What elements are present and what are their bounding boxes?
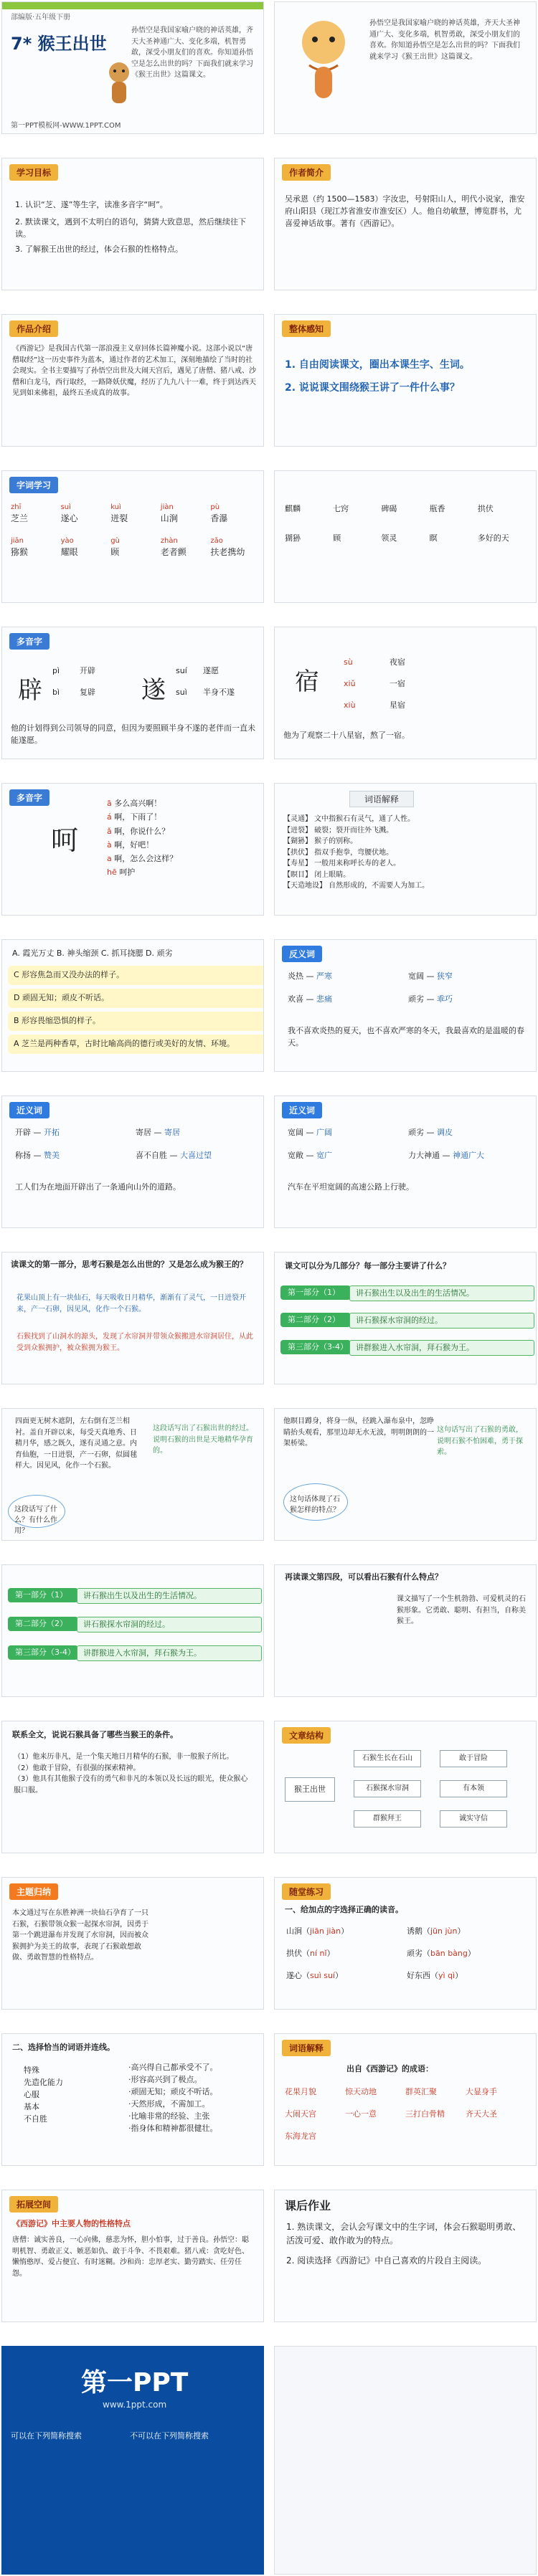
- ant-pair: 开辟 — 开拓: [15, 1128, 60, 1137]
- vocab-item: 【迸裂】 破裂；裂开而往外飞溅。: [283, 826, 394, 835]
- poly2-b-word: 半身不遂: [203, 688, 235, 697]
- goals-slide: [1, 158, 264, 290]
- ant-pair: 称扬 — 赞美: [15, 1151, 60, 1160]
- match-left-item: 特殊: [24, 2066, 39, 2075]
- word-right-item: 顾: [333, 533, 341, 543]
- idiom-item: 东海龙宫: [285, 2131, 316, 2142]
- antonyms-right-slide: [274, 1095, 537, 1228]
- work-tag: 作品介绍: [9, 320, 58, 337]
- structure-part-label: 第一部分（1）: [280, 1285, 351, 1300]
- review-list: [14, 1752, 250, 1796]
- word-right-item: 拱伏: [477, 504, 494, 513]
- birth-slide: [1, 1408, 264, 1541]
- he-char: 呵: [51, 824, 79, 856]
- vocab-item: 【拱伏】 指双手抱拳，弯腰伏地。: [283, 848, 394, 857]
- goal-2: 2. 默读课文，遇到不太明白的语句，猜猜大致意思，然后继续往下读。: [15, 217, 246, 239]
- vocab-item: 【灵通】 文中指猴石有灵气，通了人性。: [283, 815, 415, 823]
- structure-q: 课文可以分为几部分？每一部分主要讲了什么？: [285, 1261, 450, 1270]
- practice-grid: [286, 1925, 527, 1982]
- structure-part-text: 讲石猴探水帘洞的经过。: [349, 1313, 534, 1329]
- word-card: jiān 猕猴: [11, 536, 29, 557]
- match-left-item: 先造化能力: [24, 2078, 63, 2088]
- vocab-list: [283, 814, 527, 892]
- ant-pair: 喜不自胜 — 大喜过望: [136, 1151, 212, 1160]
- diagram-node: 石猴探水帘洞: [354, 1780, 421, 1797]
- idiom-item: 大闹天宫: [285, 2109, 316, 2119]
- words-slide: [1, 470, 264, 603]
- he-item: à 啊，好吧！: [107, 840, 154, 850]
- he-item: hē 呵护: [107, 868, 136, 878]
- ant-pair: 寄居 — 寄居: [136, 1128, 180, 1137]
- exercise-slide: [1, 939, 264, 1072]
- match-right-list: [128, 2061, 250, 2134]
- poly-char-3: 宿: [295, 667, 319, 696]
- ant-pair-2: 宽阔 — 广阔: [288, 1128, 332, 1137]
- idioms-grid: [285, 2086, 526, 2142]
- he-list: [107, 797, 243, 880]
- footer-right-panel: [274, 2346, 537, 2575]
- antonyms-tag: 近义词: [9, 1102, 49, 1118]
- match-left-item: 不自胜: [24, 2114, 47, 2124]
- words-right-slide: [274, 470, 537, 603]
- diagram-center: 猴王出世: [285, 1777, 335, 1802]
- word-card: gù 顾: [110, 536, 120, 557]
- poly2-a-py: suí: [176, 666, 187, 675]
- word-right-item: 猢狲: [285, 533, 301, 543]
- match-left-item: 基本: [24, 2102, 39, 2112]
- goals-tag: 学习目标: [9, 164, 58, 181]
- idiom-item: 一心一意: [345, 2109, 377, 2119]
- structure-diagram-slide: [274, 1721, 537, 1853]
- syn-pair: 宽阔 — 狭窄: [408, 971, 453, 981]
- footer-logo: 第一PPT: [81, 2368, 189, 2397]
- he-tag: 多音字: [9, 789, 49, 806]
- vocab-item: 【瞑目】 闭上眼睛。: [283, 870, 351, 879]
- match-left-item: 心服: [24, 2090, 39, 2100]
- practice-item: 遂心（suì suí）: [286, 1971, 344, 1981]
- overall-q1: 1. 自由阅读课文，圈出本课生字、生词。: [285, 359, 470, 371]
- idioms-slide: [274, 2033, 537, 2166]
- cover-right-slide: [274, 1, 537, 134]
- words-right-grid: [285, 503, 526, 544]
- practice-item: 拱伏（ní nǐ）: [286, 1949, 335, 1959]
- poly3-b-py: xiǔ: [344, 679, 356, 688]
- site-label: 第一PPT模板网-WWW.1PPT.COM: [11, 122, 121, 130]
- poly-sentence-2: 他为了观察二十八星宿，熬了一宿。: [283, 731, 410, 740]
- theme-text: 本文通过写在东胜神洲一块仙石孕育了一只石猴，石猴带领众猴一起探水帘洞，因勇于第一个跳进瀑布并发现了水帘洞，因而被众猴拥护为美王的故事，表现了石猴敢想敢做、勇敢智慧的性格特点。: [12, 1909, 148, 1962]
- group-answer: 课文描写了一个生机勃勃、可爱机灵的石猴形象。它勇敢、聪明、有担当，自称美猴王。: [397, 1595, 526, 1625]
- brave-hint: 这句话体现了石猴怎样的特点？: [283, 1483, 348, 1521]
- poly-slide-1: [1, 627, 264, 759]
- he-item: á 啊，下雨了！: [107, 812, 162, 822]
- expand-text: 唐僧：诚实善良，一心向佛，慈悲为怀，胆小怕事，过于善良。孙悟空：聪明机智、勇敢正义、嫉恶如仇、敢于斗争、不畏艰难。猪八戒：贪吃好色、懒惰憨厚、爱占便宜、有时迷糊。沙和尚：忠厚老实、勤劳踏实、任劳任怨。: [12, 2236, 249, 2278]
- poly-char-2: 遂: [141, 676, 166, 705]
- author-tag: 作者简介: [282, 164, 331, 181]
- practice-item: 好东西（yì qì）: [407, 1971, 463, 1981]
- idiom-item: 群英汇聚: [405, 2087, 437, 2096]
- ant-sentence: 工人们为在地面开辟出了一条通向山外的道路。: [15, 1182, 181, 1192]
- match-right-item: ·顽固无知；顽皮不听话。: [128, 2087, 218, 2097]
- poly-a-py: pì: [52, 666, 60, 675]
- theme-slide: [1, 1877, 264, 2010]
- synonyms-tag: 反义词: [282, 946, 322, 962]
- exercise-options: A. 霞光万丈 B. 神头缩颈 C. 抓耳挠腮 D. 顽劣: [12, 949, 173, 958]
- vocab-item: 【天造地设】 自然形成的，不需要人为加工。: [283, 882, 430, 890]
- intro-copy: 孙悟空是我国家喻户晓的神话英雄，齐天大圣神通广大、变化多端，机智勇敢，深受小朋友们的喜欢。你知道孙悟空是怎么出世的吗？下面我们就来学习《猴王出世》这篇课文。: [369, 19, 520, 61]
- poly3-a-py: sù: [344, 657, 353, 667]
- vocab-item: 【猢狲】 猴子的别称。: [283, 837, 358, 845]
- idioms-tag: 词语解释: [282, 2040, 331, 2056]
- goal-3: 3. 了解猴王出世的经过，体会石猴的性格特点。: [15, 244, 183, 254]
- exercise-choice: D 顽固无知；顽皮不听话。: [8, 989, 264, 1008]
- diagram-node: 群猴拜王: [354, 1810, 421, 1828]
- word-card: suì 遂心: [60, 503, 78, 523]
- ant-sentence-2: 汽车在平坦宽阔的高速公路上行驶。: [288, 1182, 414, 1192]
- structure-repeat-slide: [1, 1564, 264, 1697]
- match-right-item: ·比喻非常的经验、主张: [128, 2111, 210, 2121]
- idiom-item: 大显身手: [466, 2087, 497, 2096]
- vocab-title: 词语解释: [349, 791, 414, 807]
- practice-item: 山涧（jiān jiàn）: [286, 1926, 349, 1936]
- word-card: jiàn 山涧: [160, 503, 178, 523]
- overall-slide: [274, 314, 537, 447]
- poly-b-word: 复辟: [80, 688, 95, 697]
- exercise-choice: A 芝兰是两种香草，古时比喻高尚的德行或美好的友情、环境。: [8, 1035, 264, 1054]
- birth-text: 四面更无树木遮阴，左右倒有芝兰相衬。盖自开辟以来，每受天真地秀、日精月华，感之既久，遂有灵通之意。内育仙胞，一日迸裂，产一石卵，似圆毬样大。因见风，化作一个石猴。: [15, 1417, 137, 1470]
- group-q: 再读课文第四段，可以看出石猴有什么特点？: [285, 1572, 443, 1582]
- syn-sentence: 我不喜欢炎热的夏天，也不喜欢严寒的冬天，我最喜欢的是温暖的春天。: [288, 1026, 524, 1048]
- ant-pair-2: 顽劣 — 调皮: [408, 1128, 453, 1137]
- overall-tag: 整体感知: [282, 320, 331, 337]
- he-item: ǎ 啊，你说什么？: [107, 826, 170, 836]
- structure-repeat-text: 讲石猴探水帘洞的经过。: [77, 1617, 262, 1632]
- review-item: （3）他具有其他猴子没有的勇气和非凡的本领以及长远的眼光，使众猴心服口服。: [14, 1775, 248, 1795]
- practice-q: 一、给加点的字选择正确的读音。: [285, 1905, 403, 1914]
- antonyms-right-tag: 近义词: [282, 1102, 322, 1118]
- homework-slide: [274, 2190, 537, 2322]
- syn-pair: 炎热 — 严寒: [288, 971, 332, 981]
- idiom-item: 惊天动地: [345, 2087, 377, 2096]
- footer-url: www.1ppt.com: [103, 2400, 167, 2410]
- synonyms-slide: [274, 939, 537, 1072]
- he-item: ā 多么高兴啊！: [107, 799, 162, 808]
- diagram-leaf: 有本领: [440, 1780, 507, 1797]
- grade-label: 部编版·五年级下册: [11, 14, 71, 22]
- word-card-grid: [11, 503, 255, 559]
- syn-pair: 欢喜 — 悲痛: [288, 994, 332, 1004]
- brave-answer: 这句话写出了石猴的勇敢，说明石猴不怕困难，勇于探索。: [437, 1426, 523, 1456]
- ant-pair-2: 宽敞 — 宽广: [288, 1151, 332, 1160]
- expand-tag: 拓展空间: [9, 2196, 58, 2213]
- poly-sentence: 他的计划得到公司领导的同意，但因为要照顾半身不遂的老伴而一直未能遂愿。: [11, 723, 255, 746]
- poly3-c-py: xiù: [344, 700, 356, 710]
- homework-item: 2. 阅读选择《西游记》中自己喜欢的片段自主阅读。: [286, 2256, 487, 2266]
- structure-part-label: 第三部分（3-4）: [280, 1340, 351, 1354]
- monkey-icon: [99, 58, 138, 108]
- structure-repeat-label: 第二部分（2）: [8, 1617, 78, 1631]
- word-card: zhī 芝兰: [11, 503, 29, 523]
- word-card: zhàn 老者颤: [160, 536, 187, 557]
- antonyms-slide: [1, 1095, 264, 1228]
- structure-part-label: 第二部分（2）: [280, 1313, 351, 1327]
- theme-tag: 主题归纳: [9, 1883, 58, 1900]
- practice-item: 诱鹅（jūn jùn）: [407, 1926, 466, 1936]
- cover-slide: [1, 1, 264, 134]
- diagram-node: 石猴生长在石山: [354, 1750, 421, 1767]
- poly3-b-word: 一宿: [390, 679, 405, 688]
- poly-a-word: 开辟: [80, 666, 95, 675]
- match-right-item: ·高兴得自己都承受不了。: [128, 2063, 218, 2072]
- lesson-title: 7* 猴王出世: [11, 34, 107, 54]
- match-right-item: ·形容高兴到了极点。: [128, 2075, 202, 2085]
- reading-a2: 石猴找到了山洞水的源头，发现了水帘洞并带领众猴搬进水帘洞居住，从此受到众猴拥护，被众猴拥为猴王。: [16, 1333, 253, 1352]
- structure-diagram-tag: 文章结构: [282, 1727, 331, 1744]
- poly2-b-py: suì: [176, 688, 187, 697]
- idiom-item: 齐天大圣: [466, 2109, 497, 2119]
- structure-repeat-text: 讲群猴进入水帘洞，拜石猴为王。: [77, 1645, 262, 1661]
- review-item: （1）他来历非凡，是一个集天地日月精华的石猴，非一般猴子所比。: [14, 1753, 234, 1761]
- poly-b-py: bì: [52, 688, 60, 697]
- reading-a1: 花果山顶上有一块仙石，每天吸收日月精华，渐渐有了灵气，一日迸裂开来，产一石卵，因见风，化作一个石猴。: [16, 1294, 246, 1313]
- exercise-choice: C 形容焦急而又没办法的样子。: [8, 966, 264, 985]
- poly2-a-word: 遂愿: [203, 666, 219, 675]
- structure-repeat-text: 讲石猴出生以及出生的生活情况。: [77, 1588, 262, 1604]
- footer-left-text: 可以在下列简称搜索: [11, 2431, 82, 2440]
- word-right-item: 瞑: [429, 533, 438, 543]
- work-slide: [1, 314, 264, 447]
- poly-slide-2: [274, 627, 537, 759]
- review-q: 联系全文，说说石猴具备了哪些当猴王的条件。: [12, 1730, 178, 1739]
- homework-item: 1. 熟读课文，会认会写课文中的生字词，体会石猴聪明勇敢、活泼可爱、敢作敢为的特点。: [286, 2222, 522, 2245]
- match-right-item: ·天然形成，不需加工。: [128, 2099, 210, 2109]
- idioms-title: 出自《西游记》的成语：: [346, 2064, 433, 2073]
- poly3-c-word: 星宿: [390, 700, 405, 710]
- expand-title: 《西游记》中主要人物的性格特点: [12, 2219, 131, 2228]
- structure-repeat-label: 第三部分（3-4）: [8, 1645, 78, 1660]
- reading-q1: 读课文的第一部分，思考石猴是怎么出世的？又是怎么成为猴王的？: [11, 1260, 247, 1269]
- word-right-item: 多好的天: [477, 533, 509, 543]
- homework-title: 课后作业: [285, 2199, 331, 2213]
- exercise-choice: B 形容畏缩恐惧的样子。: [8, 1012, 264, 1031]
- word-right-item: 七窍: [333, 504, 349, 513]
- footer-banner: [1, 2346, 264, 2575]
- practice-slide: [274, 1877, 537, 2010]
- structure-part-text: 讲群猴进入水帘洞，拜石猴为王。: [349, 1340, 534, 1356]
- he-item: a 啊，怎么会这样？: [107, 854, 178, 863]
- practice-tag: 随堂练习: [282, 1883, 331, 1900]
- match-left-list: [24, 2064, 88, 2125]
- structure-slide: [274, 1252, 537, 1384]
- he-slide: [1, 783, 264, 916]
- brave-text: 他瞑目蹲身，将身一纵，径跳入瀑布泉中，忽睁睛抬头观看，那里边却无水无波，明明朗朗的一架桥梁。: [283, 1417, 434, 1448]
- footer-right-text: 不可以在下列简称搜索: [130, 2431, 209, 2440]
- birth-hint: 这段话写了什么？有什么作用？: [8, 1495, 65, 1528]
- review-slide: [1, 1721, 264, 1853]
- word-right-item: 碑碣: [381, 504, 397, 513]
- expand-slide: [1, 2190, 264, 2322]
- structure-part-text: 讲石猴出生以及出生的生活情况。: [349, 1285, 534, 1301]
- poly-char-1: 辟: [18, 676, 42, 705]
- intro-text: 孙悟空是我国家喻户晓的神话英雄，齐天大圣神通广大、变化多端，机智勇敢，深受小朋友们的喜欢。你知道孙悟空是怎么出世的吗？下面我们就来学习《猴王出世》这篇课文。: [131, 27, 253, 79]
- overall-q2: 2. 说说课文围绕猴王讲了一件什么事？: [285, 382, 460, 394]
- vocab-item: 【寿星】 一般用来称呼长寿的老人。: [283, 860, 401, 868]
- group-slide: [274, 1564, 537, 1697]
- word-card: zǎo 扶老携幼: [210, 536, 245, 557]
- word-card: yào 耀眼: [60, 536, 78, 557]
- review-item: （2）他敢于冒险，有很强的探索精神。: [14, 1764, 141, 1772]
- work-text: 《西游记》是我国古代第一部浪漫主义章回体长篇神魔小说。这部小说以“唐僧取经”这一历史事件为蓝本，通过作者的艺术加工，深刻地描绘了当时的社会现实。全书主要描写了孙悟空出世及大闹天宫后，遇见了唐僧、猪八戒、沙僧和白龙马，西行取经，一路降妖伏魔，经历了九九八十一难，终于到达西天见到如来佛祖，最终五圣成真的故事。: [12, 345, 256, 397]
- diagram-leaf: 敢于冒险: [440, 1750, 507, 1767]
- brave-slide: [274, 1408, 537, 1541]
- word-right-item: 麒麟: [285, 504, 301, 513]
- practice-item: 顽劣（bān bàng）: [407, 1949, 476, 1959]
- reading-slide: [1, 1252, 264, 1384]
- word-card: pù 香瀑: [210, 503, 228, 523]
- words-tag: 字词学习: [9, 477, 58, 493]
- idiom-item: 三打白骨精: [405, 2109, 445, 2119]
- poly3-a-word: 夜宿: [390, 657, 405, 667]
- ant-pair-2: 力大神通 — 神通广大: [408, 1151, 484, 1160]
- idiom-item: 花果月貌: [285, 2087, 316, 2096]
- match-slide: [1, 2033, 264, 2166]
- header-band: [2, 2, 263, 9]
- wukong-icon: [280, 9, 367, 117]
- match-q: 二、选择恰当的词语并连线。: [12, 2043, 115, 2052]
- diagram-leaf: 诚实守信: [440, 1810, 507, 1828]
- author-slide: [274, 158, 537, 290]
- word-card: kuì 迸裂: [110, 503, 128, 523]
- word-right-item: 瓶香: [429, 504, 445, 513]
- goal-1: 1. 认识“芝、遂”等生字，读准多音字“呵”。: [15, 200, 168, 209]
- word-right-item: 领灵: [381, 533, 397, 543]
- structure-repeat-label: 第一部分（1）: [8, 1588, 78, 1602]
- syn-pair: 顽劣 — 乖巧: [408, 994, 453, 1004]
- match-right-item: ·指身体和精神都很健壮。: [128, 2124, 218, 2134]
- vocab-slide: [274, 783, 537, 916]
- poly-tag: 多音字: [9, 633, 49, 650]
- author-text: 吴承恩（约 1500—1583）字汝忠，号射阳山人，明代小说家，淮安府山阳县（现江苏省淮安市淮安区）人。他自幼敏慧，博览群书，尤喜爱神话故事。著有《西游记》。: [285, 194, 525, 229]
- birth-answer: 这段话写出了石猴出世的经过。说明石猴的出世是天地精华孕育的。: [153, 1425, 253, 1455]
- homework-list: [286, 2220, 527, 2268]
